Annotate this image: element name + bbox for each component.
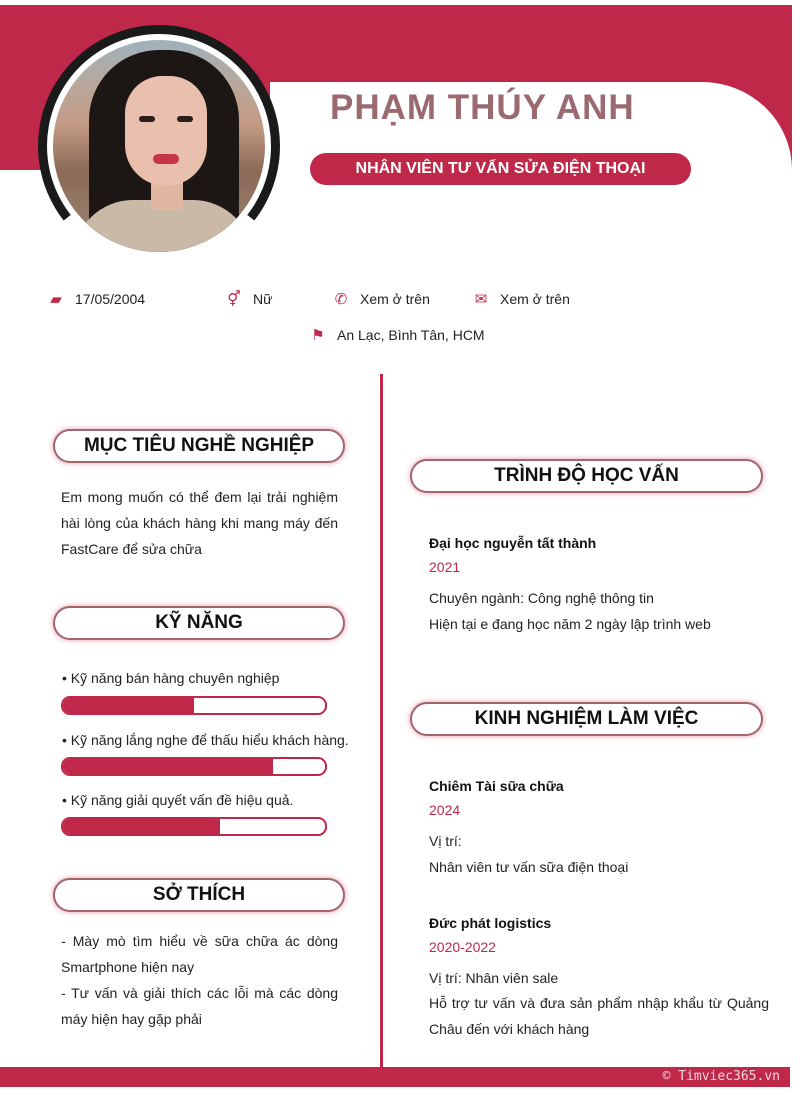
skills-heading: KỸ NĂNG [53,606,345,640]
info-email [472,290,570,308]
address-value: An Lạc, Bình Tân, HCM [337,327,485,343]
education-note: Hiện tại e đang học năm 2 ngày lập trình web [429,616,711,632]
gender-icon: ⚥ [227,291,241,308]
hobby-line: - Mày mò tìm hiểu về sữa chữa ác dòng Smartphone hiện nay [61,933,338,975]
footer-watermark: © Timviec365.vn [662,1069,780,1084]
education-year: 2021 [429,559,461,575]
skill-fill [63,819,220,834]
job-period: 2024 [429,802,461,818]
mail-icon: ✉ [474,291,488,308]
info-phone [332,290,430,308]
map-icon: ⚑ [311,327,325,344]
job-company: Đức phát logistics [429,915,552,931]
skill-item: • Kỹ năng lắng nghe để thấu hiểu khách hàng. [62,732,349,748]
skill-fill [63,698,194,713]
hobby-line: - Tư vấn và giải thích các lỗi mà các dòng máy hiện hay gặp phải [61,985,338,1027]
job-period: 2020-2022 [429,939,496,955]
experience-heading: KINH NGHIỆM LÀM VIỆC [410,702,763,736]
gender-value: Nữ [253,291,273,307]
job-desc: Nhân viên tư vấn sữa điện thoại [429,859,629,875]
avatar [53,40,265,252]
objective-text: Em mong muốn có thể đem lại trải nghiệm hài lòng của khách hàng khi mang máy đến FastCare để sửa chữa [61,489,338,557]
job-company: Chiêm Tài sữa chữa [429,778,564,794]
cake-icon: ▰ [50,291,62,308]
position-title: NHÂN VIÊN TƯ VẤN SỬA ĐIỆN THOẠI [310,153,691,185]
objective-heading: MỤC TIÊU NGHỀ NGHIỆP [53,429,345,463]
job-role: Vị trí: Nhân viên sale [429,970,559,986]
column-divider [380,374,383,1067]
info-gender [225,290,272,308]
skill-bar [61,757,327,776]
phone-value: Xem ở trên [360,291,430,307]
info-address [309,326,485,344]
hobbies-heading: SỞ THÍCH [53,878,345,912]
skill-bar [61,817,327,836]
email-value: Xem ở trên [500,291,570,307]
candidate-name: PHẠM THÚY ANH [330,88,635,127]
job-desc: Hỗ trợ tư vấn và đưa sản phẩm nhập khẩu từ Quảng Châu đến với khách hàng [429,995,769,1037]
birthday-value: 17/05/2004 [75,291,146,307]
education-heading: TRÌNH ĐỘ HỌC VẤN [410,459,763,493]
skill-item: • Kỹ năng bán hàng chuyên nghiệp [62,670,280,686]
skill-bar [61,696,327,715]
school-name: Đại học nguyễn tất thành [429,535,597,551]
education-major: Chuyên ngành: Công nghệ thông tin [429,590,654,606]
skill-fill [63,759,273,774]
phone-icon: ✆ [334,291,348,308]
skill-item: • Kỹ năng giải quyết vấn đề hiệu quả. [62,792,294,808]
info-birthday [47,290,145,308]
job-role: Vị trí: [429,833,462,849]
